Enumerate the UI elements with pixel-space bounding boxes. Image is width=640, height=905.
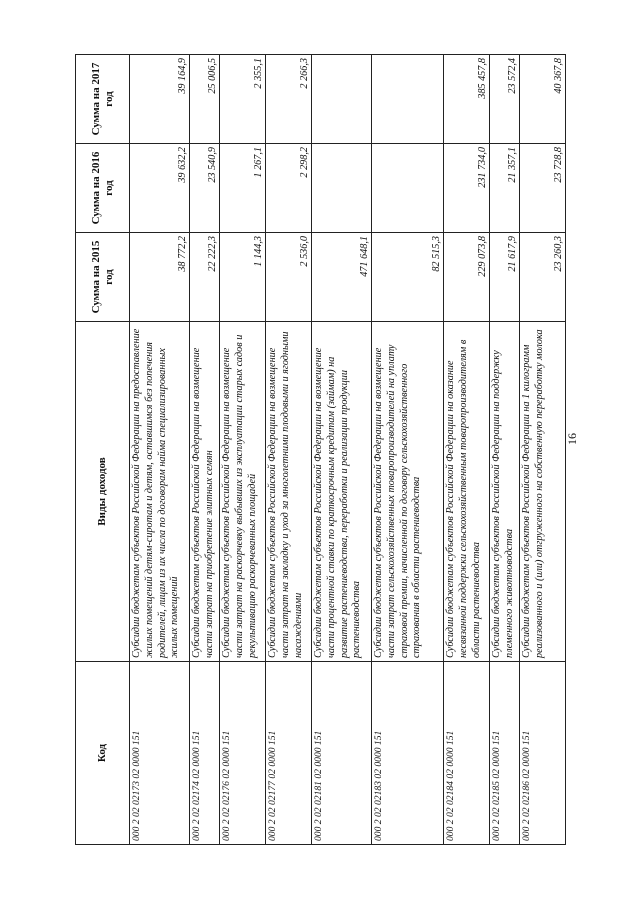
- row-code: 000 2 02 02173 02 0000 151: [130, 662, 190, 845]
- row-sum-2017: 2 266,3: [266, 55, 312, 144]
- row-sum-2015: 38 772,2: [130, 233, 190, 322]
- row-sum-2015: 1 144,3: [220, 233, 266, 322]
- row-sum-2016: [372, 144, 444, 233]
- row-sum-2016: 21 357,1: [490, 144, 520, 233]
- row-sum-2017: 40 367,8: [520, 55, 566, 144]
- row-code: 000 2 02 02177 02 0000 151: [266, 662, 312, 845]
- table-row: [312, 55, 372, 845]
- row-description: Субсидии бюджетам субъектов Российской Федерации на возмещение части процентной ставки по краткосрочным кредитам (займам) на развитие растениеводства, переработки и реализации продукции растениеводства: [312, 322, 372, 662]
- table-row: [130, 55, 190, 845]
- row-code: 000 2 02 02176 02 0000 151: [220, 662, 266, 845]
- rotated-table-container: [75, 55, 564, 845]
- row-description: Субсидии бюджетам субъектов Российской Федерации на предоставление жилых помещений детям-сиротам и детям, оставшимся без попечения родителей, лицам из их числа по договорам найма специализированных жилых помещений: [130, 322, 190, 662]
- header-code: Код: [76, 662, 130, 845]
- table-header-row: [76, 55, 130, 845]
- row-code: 000 2 02 02186 02 0000 151: [520, 662, 566, 845]
- table-row: [444, 55, 490, 845]
- row-code: 000 2 02 02185 02 0000 151: [490, 662, 520, 845]
- header-2017: Сумма на 2017 год: [76, 55, 130, 144]
- row-sum-2016: 23 540,9: [190, 144, 220, 233]
- table-row: [266, 55, 312, 845]
- row-sum-2015: 471 648,1: [312, 233, 372, 322]
- page-number: 16: [565, 433, 579, 445]
- row-sum-2017: 385 457,8: [444, 55, 490, 144]
- header-2015: Сумма на 2015 год: [76, 233, 130, 322]
- row-description: Субсидии бюджетам субъектов Российской Федерации на возмещение части затрат сельскохозяйственных товаропроизводителей на уплату страховой премии, начисленной по договору сельскохозяйственного страхования в области растениеводства: [372, 322, 444, 662]
- row-sum-2017: 2 355,1: [220, 55, 266, 144]
- row-sum-2017: 25 006,5: [190, 55, 220, 144]
- row-sum-2015: 2 536,0: [266, 233, 312, 322]
- row-sum-2015: 21 617,9: [490, 233, 520, 322]
- row-sum-2017: [372, 55, 444, 144]
- row-sum-2016: 1 267,1: [220, 144, 266, 233]
- row-sum-2016: 23 728,8: [520, 144, 566, 233]
- row-code: 000 2 02 02183 02 0000 151: [372, 662, 444, 845]
- table-row: [220, 55, 266, 845]
- row-description: Субсидии бюджетам субъектов Российской Федерации на возмещение части затрат на закладку и уход за многолетними плодовыми и ягодными насаждениями: [266, 322, 312, 662]
- row-description: Субсидии бюджетам субъектов Российской Федерации на поддержку племенного животноводства: [490, 322, 520, 662]
- row-description: Субсидии бюджетам субъектов Российской Федерации на возмещение части затрат на приобретение элитных семян: [190, 322, 220, 662]
- row-description: Субсидии бюджетам субъектов Российской Федерации на оказание несвязанной поддержки сельскохозяйственным товаропроизводителям в области растениеводства: [444, 322, 490, 662]
- table-row: [190, 55, 220, 845]
- row-sum-2016: 39 632,2: [130, 144, 190, 233]
- row-sum-2015: 22 222,3: [190, 233, 220, 322]
- row-sum-2015: 23 260,3: [520, 233, 566, 322]
- row-description: Субсидии бюджетам субъектов Российской Федерации на 1 килограмм реализованного и (или) отгруженного на собственную переработку молока: [520, 322, 566, 662]
- row-description: Субсидии бюджетам субъектов Российской Федерации на возмещение части затрат на раскорчевку выбывших из эксплуатации старых садов и рекультивацию раскорчеванных площадей: [220, 322, 266, 662]
- row-code: 000 2 02 02174 02 0000 151: [190, 662, 220, 845]
- row-sum-2016: 2 298,2: [266, 144, 312, 233]
- header-2016: Сумма на 2016 год: [76, 144, 130, 233]
- row-sum-2015: 229 073,8: [444, 233, 490, 322]
- row-code: 000 2 02 02181 02 0000 151: [312, 662, 372, 845]
- header-income-type: Виды доходов: [76, 322, 130, 662]
- income-table: [75, 54, 566, 845]
- row-sum-2015: 82 515,3: [372, 233, 444, 322]
- row-sum-2017: 39 164,9: [130, 55, 190, 144]
- table-row: [372, 55, 444, 845]
- table-row: [520, 55, 566, 845]
- row-sum-2017: 23 572,4: [490, 55, 520, 144]
- row-sum-2016: [312, 144, 372, 233]
- row-sum-2016: 231 734,0: [444, 144, 490, 233]
- row-code: 000 2 02 02184 02 0000 151: [444, 662, 490, 845]
- table-row: [490, 55, 520, 845]
- row-sum-2017: [312, 55, 372, 144]
